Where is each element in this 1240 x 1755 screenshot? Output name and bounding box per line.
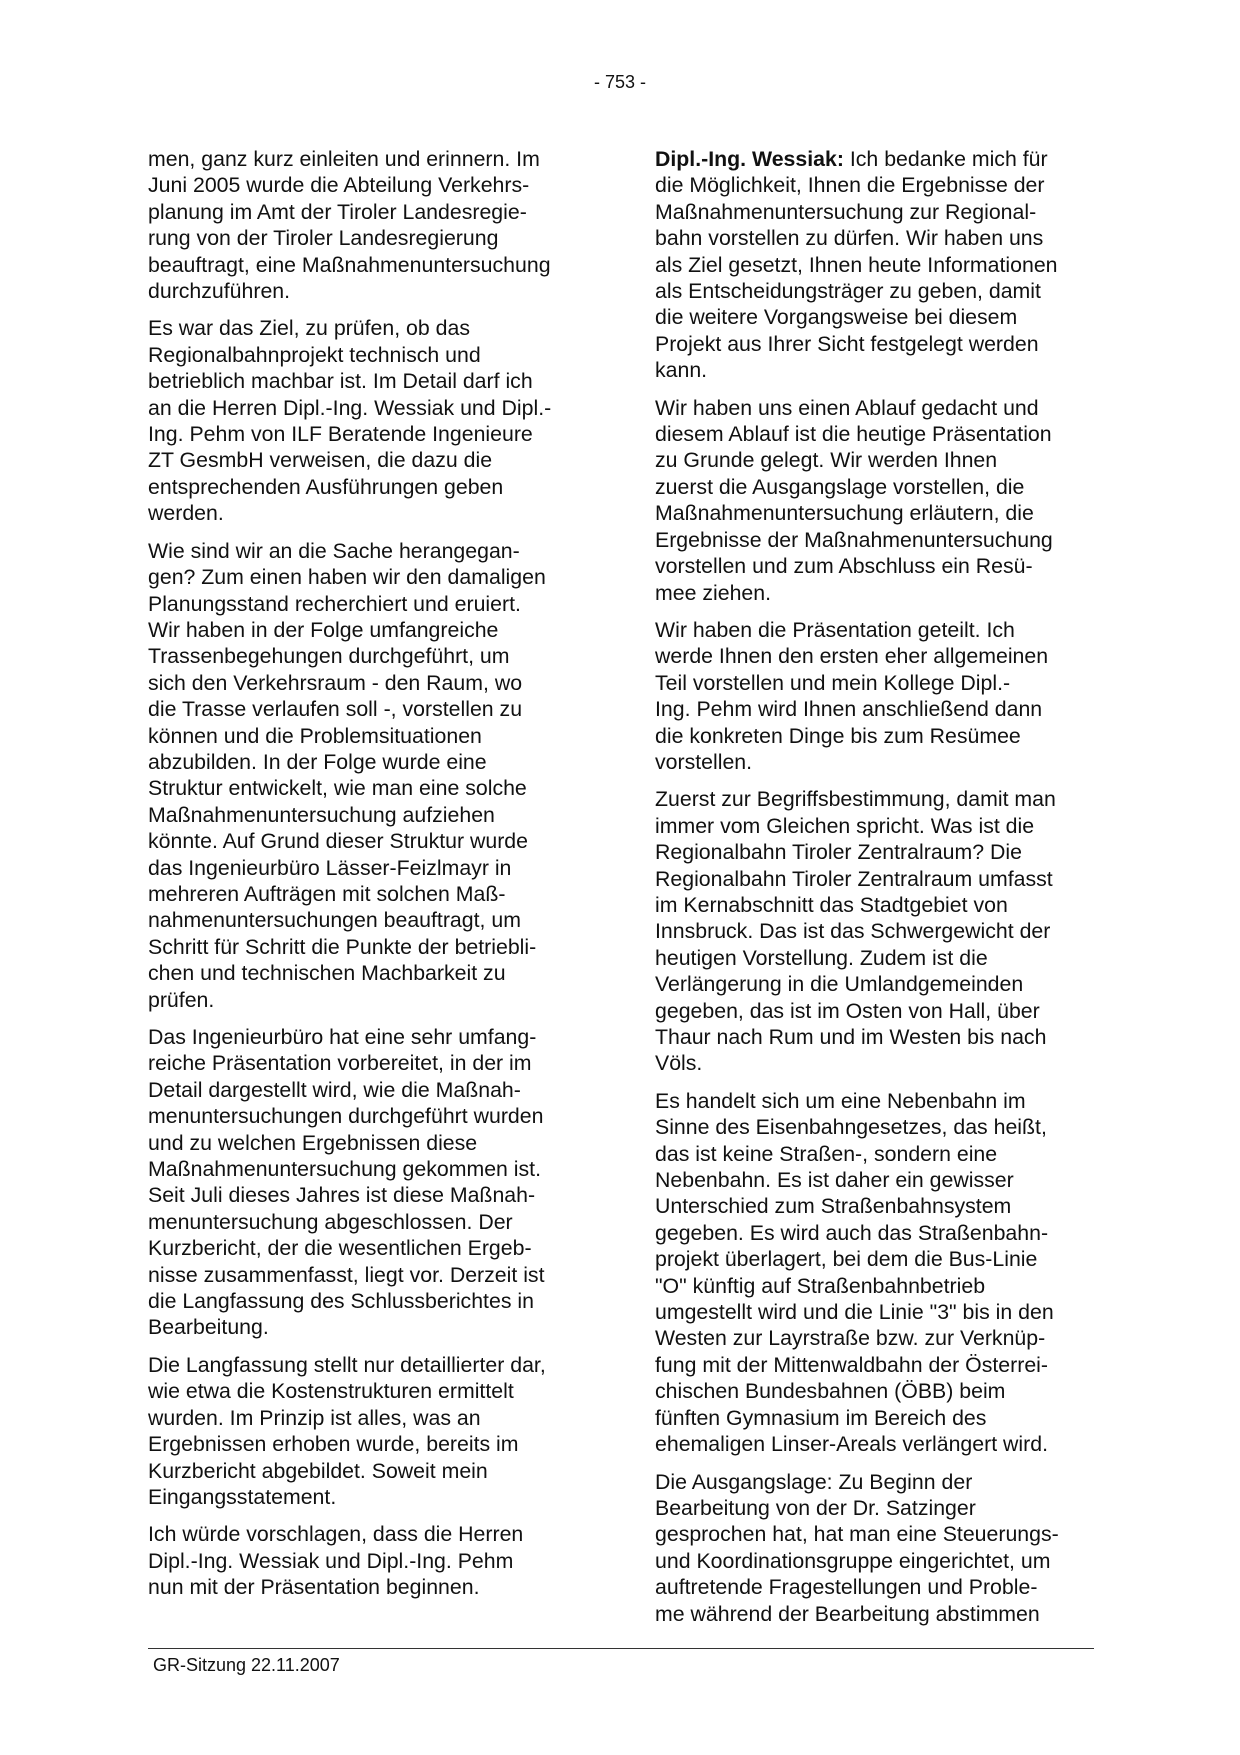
paragraph: Wir haben die Präsentation geteilt. Ich werde Ihnen den ersten eher allgemeinen Teil vorstellen und mein Kollege Dipl.- Ing. Pehm wird Ihnen anschließend dann die konkreten Dinge bis zum Resümee vorstellen.: [655, 617, 1049, 774]
paragraph: Die Langfassung stellt nur detaillierter dar, wie etwa die Kostenstrukturen ermittelt wurden. Im Prinzip ist alles, was an Ergebnissen erhoben wurde, bereits im Kurzbericht abgebildet. Soweit mein Eingangsstatement.: [148, 1352, 546, 1509]
paragraph: Wie sind wir an die Sache herangegan- gen? Zum einen haben wir den damaligen Planungsstand recherchiert und eruiert. Wir haben in der Folge umfangreiche Trassenbegehungen durchgeführt, um sich den Verkehrsraum - den Raum, wo die Trasse verlaufen soll -, vorstellen zu können und die Problemsituationen abzubilden. In der Folge wurde eine Struktur entwickelt, wie man eine solche Maßnahmenuntersuchung aufziehen könnte. Auf Grund dieser Struktur wurde das Ingenieurbüro Lässer-Feizlmayr in mehreren Aufträgen mit solchen Maß- nahmenuntersuchungen beauftragt, um Schritt für Schritt die Punkte der betriebli- chen und technischen Machbarkeit zu prüfen.: [148, 538, 546, 1012]
speaker-name: Dipl.-Ing. Wessiak:: [655, 147, 844, 171]
speaker-paragraph: [655, 146, 1093, 384]
footer-session-date: GR-Sitzung 22.11.2007: [153, 1655, 340, 1675]
paragraph: Es war das Ziel, zu prüfen, ob das Regionalbahnprojekt technisch und betrieblich machbar ist. Im Detail darf ich an die Herren Dipl.-Ing. Wessiak und Dipl.- Ing. Pehm von ILF Beratende Ingenieure ZT GesmbH verweisen, die dazu die entsprechenden Ausführungen geben werden.: [148, 316, 552, 526]
left-column: [148, 146, 586, 1612]
right-column: [655, 146, 1093, 1638]
footer-divider: [148, 1648, 1094, 1649]
speaker-text: Ich bedanke mich für die Möglichkeit, Ihnen die Ergebnisse der Maßnahmenuntersuchung zur Regional- bahn vorstellen zu dürfen. Wir haben uns als Ziel gesetzt, Ihnen heute Informationen als Entscheidungsträger zu geben, damit die weitere Vorgangsweise bei diesem Projekt aus Ihrer Sicht festgelegt werden kann.: [655, 147, 1058, 383]
paragraph: Das Ingenieurbüro hat eine sehr umfang- reiche Präsentation vorbereitet, in der im Detail dargestellt wird, wie die Maßnah- menuntersuchungen durchgeführt wurden und zu welchen Ergebnissen diese Maßnahmenuntersuchung gekommen ist. Seit Juli dieses Jahres ist diese Maßnah- menuntersuchung abgeschlossen. Der Kurzbericht, der die wesentlichen Ergeb- nisse zusammenfasst, liegt vor. Derzeit ist die Langfassung des Schlussberichtes in Bearbeitung.: [148, 1025, 545, 1340]
paragraph: Zuerst zur Begriffsbestimmung, damit man immer vom Gleichen spricht. Was ist die Regionalbahn Tiroler Zentralraum? Die Regionalbahn Tiroler Zentralraum umfasst im Kernabschnitt das Stadtgebiet von Innsbruck. Das ist das Schwergewicht der heutigen Vorstellung. Zudem ist die Verlängerung in die Umlandgemeinden gegeben, das ist im Osten von Hall, über Thaur nach Rum und im Westen bis nach Völs.: [655, 787, 1056, 1076]
paragraph: Ich würde vorschlagen, dass die Herren Dipl.-Ing. Wessiak und Dipl.-Ing. Pehm nun mit der Präsentation beginnen.: [148, 1522, 524, 1600]
page-number: - 753 -: [593, 72, 647, 92]
paragraph: Wir haben uns einen Ablauf gedacht und diesem Ablauf ist die heutige Präsentation zu Grunde gelegt. Wir werden Ihnen zuerst die Ausgangslage vorstellen, die Maßnahmenuntersuchung erläutern, die Ergebnisse der Maßnahmenuntersuchung vorstellen und zum Abschluss ein Resü- mee ziehen.: [655, 395, 1053, 605]
paragraph: Es handelt sich um eine Nebenbahn im Sinne des Eisenbahngesetzes, das heißt, das ist keine Straßen-, sondern eine Nebenbahn. Es ist daher ein gewisser Unterschied zum Straßenbahnsystem gegeben. Es wird auch das Straßenbahn- projekt überlagert, bei dem die Bus-Linie "O" künftig auf Straßenbahnbetrieb umgestellt wird und die Linie "3" bis in den Westen zur Layrstraße bzw. zur Verknüp- fung mit der Mittenwaldbahn der Österrei- chischen Bundesbahnen (ÖBB) beim fünften Gymnasium im Bereich des ehemaligen Linser-Areals verlängert wird.: [655, 1088, 1054, 1457]
paragraph: men, ganz kurz einleiten und erinnern. Im Juni 2005 wurde die Abteilung Verkehrs- planung im Amt der Tiroler Landesregie- rung von der Tiroler Landesregierung beauftragt, eine Maßnahmenuntersuchung durchzuführen.: [148, 147, 551, 304]
paragraph: Die Ausgangslage: Zu Beginn der Bearbeitung von der Dr. Satzinger gesprochen hat, hat man eine Steuerungs- und Koordinationsgruppe eingerichtet, um auftretende Fragestellungen und Proble- me während der Bearbeitung abstimmen: [655, 1469, 1059, 1626]
